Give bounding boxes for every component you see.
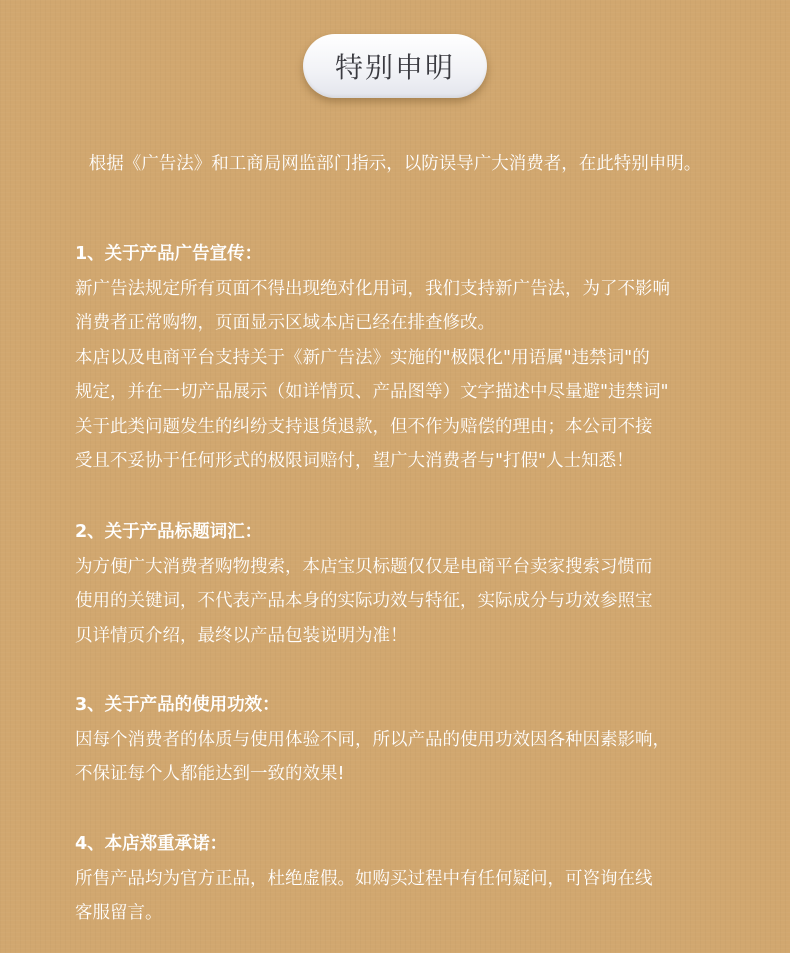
page-title: 特别申明 — [334, 51, 455, 84]
paragraph-line: 客服留言。 — [75, 903, 163, 923]
intro-text: 根据《广告法》和工商局网监部门指示，以防误导广大消费者，在此特别申明。 — [88, 154, 702, 174]
section-heading: 3、关于产品的使用功效： — [75, 695, 280, 715]
paragraph-line: 受且不妥协于任何形式的极限词赔付，望广大消费者与"打假"人士知悉！ — [75, 451, 634, 471]
section-usage-effect — [75, 688, 735, 792]
paragraph-line: 不保证每个人都能达到一致的效果! — [75, 764, 345, 784]
paragraph-line: 所售产品均为官方正品，杜绝虚假。如购买过程中有任何疑问，可咨询在线 — [75, 868, 653, 889]
paragraph-line: 关于此类问题发生的纠纷支持退货退款，但不作为赔偿的理由；本公司不接 — [75, 416, 653, 437]
section-ad-promotion — [75, 237, 735, 479]
section-heading: 4、本店郑重承诺： — [75, 834, 228, 854]
paragraph-line: 使用的关键词，不代表产品本身的实际功效与特征，实际成分与功效参照宝 — [75, 591, 653, 611]
paragraph-line: 为方便广大消费者购物搜索，本店宝贝标题仅仅是电商平台卖家搜索习惯而 — [75, 556, 653, 577]
paragraph-line: 本店以及电商平台支持关于《新广告法》实施的"极限化"用语属"违禁词"的 — [75, 347, 650, 368]
section-title-keywords — [75, 515, 735, 653]
title-badge — [303, 34, 487, 98]
paragraph-line: 规定，并在一切产品展示（如详情页、产品图等）文字描述中尽量避"违禁词" — [75, 382, 669, 402]
paragraph-line: 消费者正常购物，页面显示区域本店已经在排查修改。 — [75, 313, 495, 333]
paragraph-line: 新广告法规定所有页面不得出现绝对化用词，我们支持新广告法，为了不影响 — [75, 278, 670, 299]
section-heading: 1、关于产品广告宣传： — [75, 244, 263, 264]
section-store-promise — [75, 827, 735, 931]
paragraph-line: 因每个消费者的体质与使用体验不同，所以产品的使用功效因各种因素影响， — [75, 729, 670, 750]
section-heading: 2、关于产品标题词汇： — [75, 522, 263, 542]
paragraph-line: 贝详情页介绍，最终以产品包装说明为准！ — [75, 625, 408, 646]
